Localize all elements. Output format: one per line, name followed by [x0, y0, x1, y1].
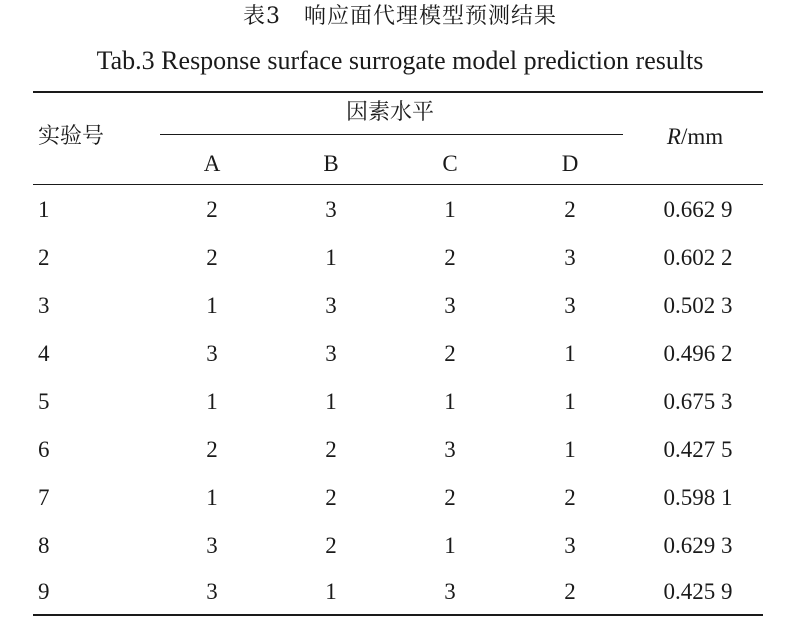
cell-b: 2	[325, 437, 337, 462]
cell-r: 0.502 3	[663, 293, 733, 318]
cell-a: 3	[206, 579, 218, 604]
cell-r: 0.629 3	[663, 533, 733, 558]
header-response	[650, 122, 740, 152]
cell-b: 3	[325, 341, 337, 366]
cell-r: 0.598 1	[663, 485, 733, 510]
bottom-rule	[33, 614, 763, 616]
cell-run: 4	[38, 341, 50, 366]
cell-r: 0.675 3	[663, 389, 733, 414]
cell-b: 1	[325, 245, 337, 270]
table-row	[0, 378, 800, 426]
top-rule	[33, 91, 763, 93]
table-row	[0, 234, 800, 282]
cell-r: 0.602 2	[663, 245, 733, 270]
cell-c: 3	[444, 579, 456, 604]
cell-c: 2	[444, 245, 456, 270]
cell-a: 3	[206, 533, 218, 558]
header-factor-d: D	[561, 151, 579, 176]
cell-a: 1	[206, 389, 218, 414]
factor-group-rule	[160, 134, 623, 135]
table-row	[0, 330, 800, 378]
header-run-number: 实验号	[38, 124, 105, 149]
table-row	[0, 426, 800, 474]
header-response-unit: /mm	[680, 124, 724, 149]
header-factor-c: C	[442, 151, 458, 176]
cell-c: 1	[444, 197, 456, 222]
cell-d: 2	[564, 579, 576, 604]
cell-d: 3	[564, 293, 576, 318]
cell-a: 2	[206, 437, 218, 462]
cell-run: 9	[38, 579, 50, 604]
header-factor-levels: 因素水平	[345, 100, 434, 125]
table-caption-english: Tab.3 Response surface surrogate model prediction results	[96, 46, 704, 75]
cell-run: 6	[38, 437, 50, 462]
cell-b: 1	[325, 579, 337, 604]
cell-c: 2	[444, 341, 456, 366]
header-rule	[33, 184, 763, 185]
cell-run: 5	[38, 389, 50, 414]
cell-c: 1	[444, 389, 456, 414]
table-row	[0, 474, 800, 522]
cell-b: 3	[325, 293, 337, 318]
table-row	[0, 186, 800, 234]
cell-a: 3	[206, 341, 218, 366]
cell-run: 7	[38, 485, 50, 510]
cell-d: 3	[564, 533, 576, 558]
table-row	[0, 282, 800, 330]
cell-d: 1	[564, 341, 576, 366]
cell-run: 8	[38, 533, 50, 558]
cell-r: 0.662 9	[663, 197, 733, 222]
cell-run: 3	[38, 293, 50, 318]
cell-b: 2	[325, 485, 337, 510]
cell-b: 2	[325, 533, 337, 558]
header-factor-b: B	[323, 151, 339, 176]
cell-r: 0.427 5	[663, 437, 733, 462]
cell-b: 1	[325, 389, 337, 414]
cell-run: 2	[38, 245, 50, 270]
cell-run: 1	[38, 197, 50, 222]
cell-d: 1	[564, 437, 576, 462]
cell-d: 2	[564, 197, 576, 222]
cell-a: 2	[206, 197, 218, 222]
table-caption-chinese: 表3 响应面代理模型预测结果	[243, 4, 557, 29]
cell-a: 2	[206, 245, 218, 270]
header-factor-a: A	[203, 151, 221, 176]
cell-b: 3	[325, 197, 337, 222]
cell-a: 1	[206, 485, 218, 510]
cell-d: 2	[564, 485, 576, 510]
cell-r: 0.425 9	[663, 579, 733, 604]
cell-c: 3	[444, 293, 456, 318]
cell-r: 0.496 2	[663, 341, 733, 366]
header-response-symbol: R	[666, 124, 681, 149]
cell-d: 3	[564, 245, 576, 270]
cell-c: 3	[444, 437, 456, 462]
cell-c: 1	[444, 533, 456, 558]
cell-a: 1	[206, 293, 218, 318]
table-row	[0, 522, 800, 570]
cell-d: 1	[564, 389, 576, 414]
table-row	[0, 568, 800, 616]
cell-c: 2	[444, 485, 456, 510]
